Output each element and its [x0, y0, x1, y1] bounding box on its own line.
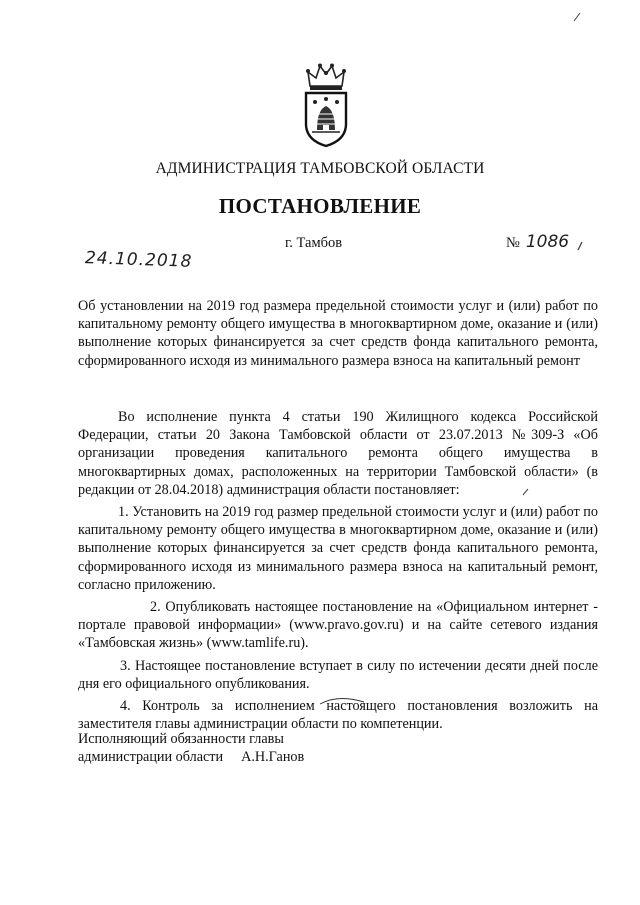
document-body: [78, 408, 598, 733]
signatory-position-line1: Исполняющий обязанности главы: [78, 731, 284, 747]
handwritten-tick-mark: [521, 484, 531, 502]
handwritten-date: 24.10.2018: [84, 248, 193, 272]
signature-block: [78, 730, 304, 766]
list-item: 3. Настоящее постановление вступает в силу по истечении десяти дней после дня его официального опубликования.: [78, 657, 598, 692]
organization-name: АДМИНИСТРАЦИЯ ТАМБОВСКОЙ ОБЛАСТИ: [155, 160, 485, 177]
preamble-paragraph: Во исполнение пункта 4 статьи 190 Жилищного кодекса Российской Федерации, статьи 20 Закона Тамбовской области от 23.07.2013 №309-З «Об организации проведения капитального ремонта общего имущества в многоквартирных домах, расположенных на территории Тамбовской области» (в редакции от 28.04.2018) администрация области постановляет:: [78, 409, 598, 498]
handwritten-tick-mark: [575, 238, 585, 257]
signatory-name: А.Н.Ганов: [241, 749, 305, 766]
document-type-heading: ПОСТАНОВЛЕНИЕ: [218, 194, 422, 218]
handwritten-number: 1086: [525, 232, 570, 252]
handwritten-tick-mark: [572, 10, 582, 28]
number-label: №: [506, 235, 520, 251]
initials-stroke: [318, 694, 368, 713]
city: г. Тамбов: [285, 235, 343, 251]
document-number: [506, 232, 569, 252]
document-title: Об установлении на 2019 год размера предельной стоимости услуг и (или) работ по капитальному ремонту общего имущества в многоквартирном доме, оказание и (или) выполнение которых финансируется за счет средств фонда капитального ремонта, сформированного исходя из минимального размера взноса на капитальный ремонт: [78, 298, 598, 369]
signatory-position-line2: администрации области: [78, 749, 224, 766]
list-item: 2. Опубликовать настоящее постановление на «Официальном интернет - портале правовой информации» (www.pravo.gov.ru) и на сайте сетевого издания «Тамбовская жизнь» (www.tamlife.ru).: [78, 599, 598, 652]
list-item: 1. Установить на 2019 год размер предельной стоимости услуг и (или) работ по капитальному ремонту общего имущества в многоквартирном доме, оказание и (или) выполнение которых финансируется за счет средств фонда капитального ремонта, сформированного исходя из минимального размера взноса на капитальный ремонт, согласно приложению.: [78, 504, 598, 593]
list-item: 4. Контроль за исполнением настоящего постановления возложить на заместителя главы администрации области по компетенции.: [78, 698, 598, 733]
coat-of-arms-icon: [300, 62, 352, 148]
